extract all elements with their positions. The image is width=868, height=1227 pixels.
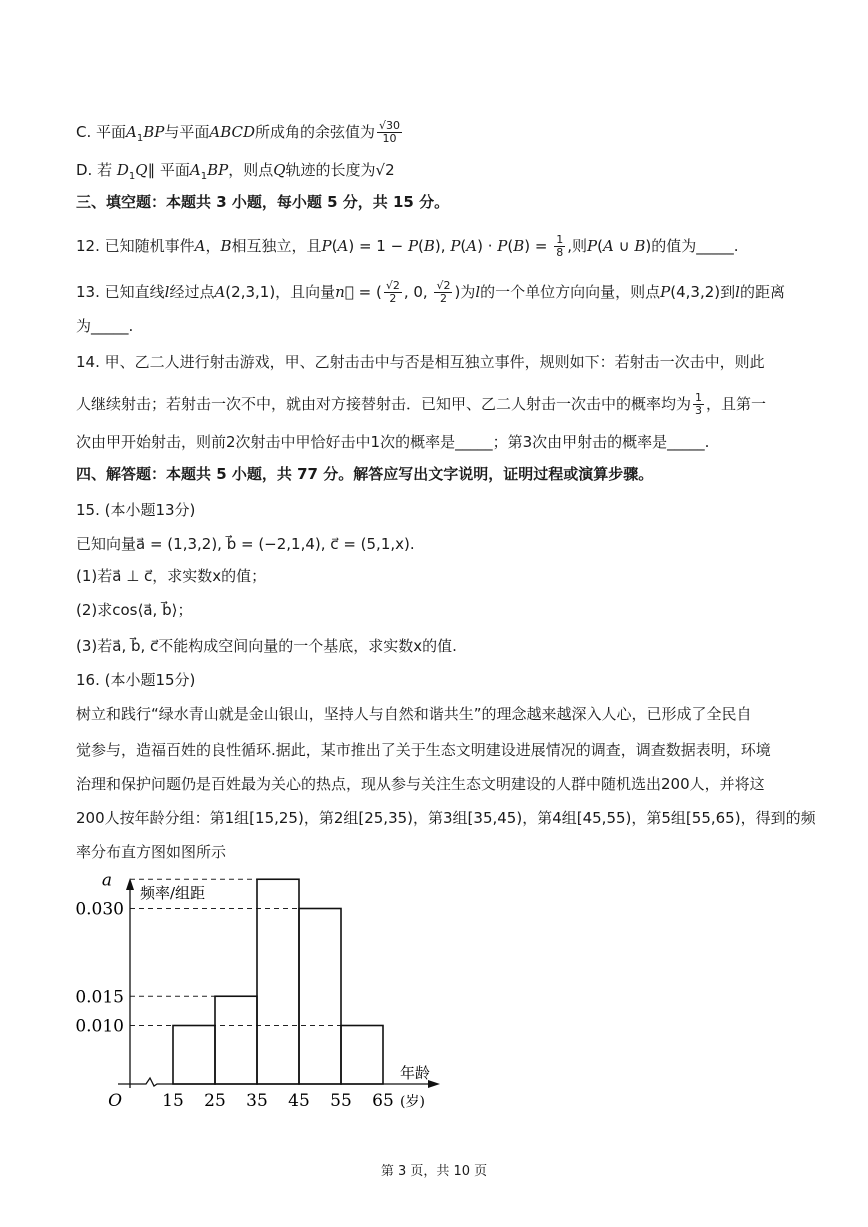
histogram-bar-5	[341, 1026, 383, 1085]
x-tick-label-0: 15	[162, 1091, 184, 1111]
y-tick-label-3: a	[101, 870, 112, 891]
x-tick-label-4: 55	[330, 1091, 352, 1111]
y-tick-label-2: 0.030	[75, 899, 124, 920]
page-footer: 第 3 页，共 10 页	[380, 1164, 488, 1179]
x-tick-label-5: 65	[372, 1091, 394, 1111]
question-15-header: 15. (本小题13分)	[76, 501, 196, 519]
y-axis-arrow	[126, 878, 134, 890]
origin-label: O	[108, 1091, 122, 1111]
question-16-paragraph-line-1: 树立和践行“绿水青山就是金山银山，坚持人与自然和谐共生”的理念越来越深入人心，已形成了全民自	[76, 705, 752, 723]
x-tick-label-1: 25	[204, 1091, 226, 1111]
question-16-paragraph-line-4: 200人按年龄分组：第1组[15,25)，第2组[25,35)，第3组[35,45)，第4组[45,55)，第5组[55,65)，得到的频	[76, 809, 816, 827]
x-axis-title: 年龄	[400, 1064, 431, 1082]
x-tick-label-2: 35	[246, 1091, 268, 1111]
question-15-part-3: (3)若a⃗, b⃗, c⃗不能构成空间向量的一个基底，求实数x的值.	[76, 637, 457, 655]
question-16-header: 16. (本小题15分)	[76, 671, 196, 689]
question-15-part-1: (1)若a⃗ ⊥ c⃗，求实数x的值；	[76, 567, 267, 585]
histogram-bar-1	[173, 1026, 215, 1085]
question-16-paragraph-line-3: 治理和保护问题仍是百姓最为关心的热点，现从参与关注生态文明建设的人群中随机选出200人，并将这	[76, 775, 765, 793]
question-14-line-3: 次由甲开始射击，则前2次射击中甲恰好击中1次的概率是_____；第3次由甲射击的概率是_____.	[76, 433, 710, 451]
question-14-line-2: 人继续射击；若射击一次不中，就由对方接替射击．已知甲、乙二人射击一次击中的概率均为 $\frac{1}{3}$ ，且第一	[76, 391, 767, 417]
question-13-line-2: 为_____.	[76, 317, 134, 335]
y-tick-label-1: 0.015	[75, 987, 124, 1008]
option-c: C. 平面$A_1BP$与平面ABCD所成角的余弦值为 $\frac{√30}{10}$	[76, 119, 401, 145]
y-tick-label-0: 0.010	[75, 1016, 124, 1037]
section-3-heading: 三、填空题：本题共 3 小题，每小题 5 分，共 15 分。	[76, 193, 450, 211]
question-15-given: 已知向量a⃗ = (1,3,2), b⃗ = (−2,1,4), c⃗ = (5,1,x).	[76, 535, 415, 553]
question-12: 12. 已知随机事件A，B相互独立，且P(A) = 1 − P(B), P(A) · P(B) = $\frac{1}{8}$ ,则P(A ∪ B)的值为_____.	[76, 233, 739, 259]
question-14-line-1: 14. 甲、乙二人进行射击游戏，甲、乙射击击中与否是相互独立事件，规则如下：若射击一次击中，则此	[76, 353, 765, 371]
histogram-bar-3	[257, 879, 299, 1084]
section-4-heading: 四、解答题：本题共 5 小题，共 77 分。解答应写出文字说明，证明过程或演算步骤。	[76, 465, 654, 483]
question-16-paragraph-line-5: 率分布直方图如图所示	[76, 843, 227, 861]
histogram-bar-4	[299, 909, 341, 1085]
frequency-histogram	[0, 870, 868, 1130]
y-axis-title: 频率/组距	[140, 884, 206, 902]
x-tick-label-3: 45	[288, 1091, 310, 1111]
option-d: D. 若 $D_1Q\parallel$ 平面$A_1BP$，则点Q轨迹的长度为√2	[76, 161, 395, 182]
x-axis-unit: (岁)	[400, 1094, 425, 1110]
question-15-part-2: (2)求cos⟨a⃗, b⃗⟩；	[76, 601, 193, 619]
question-13: 13. 已知直线l经过点A(2,3,1)，且向量n⃗ = ( $\frac{√2}{2}$ , 0, $\frac{√2}{2}$ )为l的一个单位方向向量，则点P(4,3,2)到l的距离	[76, 279, 785, 305]
histogram-bar-2	[215, 996, 257, 1084]
question-16-paragraph-line-2: 觉参与，造福百姓的良性循环.据此，某市推出了关于生态文明建设进展情况的调查，调查数据表明，环境	[76, 741, 771, 759]
